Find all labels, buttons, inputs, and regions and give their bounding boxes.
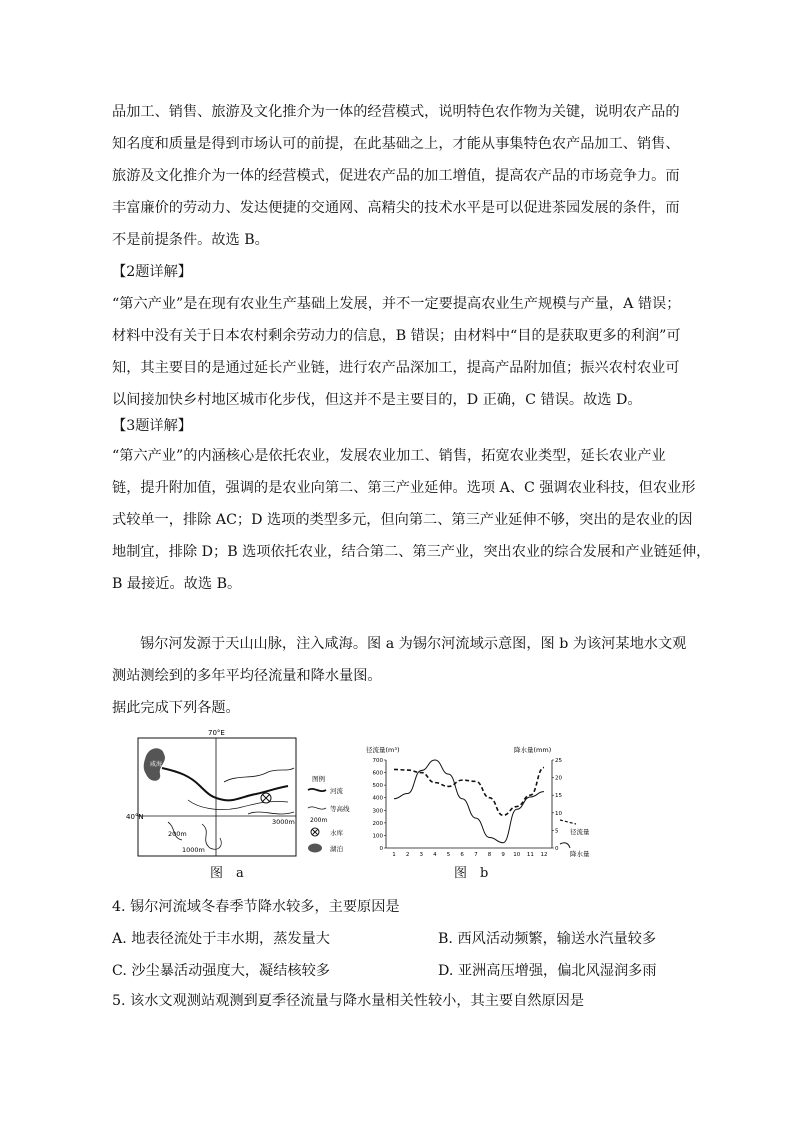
legend-title: 图例 — [312, 775, 325, 783]
legend-precip-symbol — [560, 843, 570, 848]
legend-contour-label: 等高线 — [330, 805, 350, 813]
text-line: 测站测绘到的多年平均径流量和降水量图。 — [112, 668, 382, 684]
y-right-tick-label: 0 — [555, 846, 559, 852]
text-line: B 最接近。故选 B。 — [112, 576, 242, 592]
section-heading-3: 【3题详解】 — [112, 418, 192, 434]
question-5: 5. 该水文观测站观测到夏季径流量与降水量相关性较小，其主要自然原因是 — [112, 993, 585, 1009]
answer-paragraph-1 — [112, 96, 684, 256]
y-left-axis-label: 径流量(m³) — [366, 746, 400, 754]
y-left-tick-label: 0 — [379, 846, 383, 852]
text-line: 知，其主要目的是通过延长产业链，进行农产品深加工，提高产品附加值；振兴农村农业可 — [112, 360, 680, 376]
x-tick-label: 2 — [405, 852, 410, 858]
text-line: 知名度和质量是得到市场认可的前提，在此基础之上，才能从事集特色农产品加工、销售、 — [112, 136, 680, 152]
legend-river-label: 河流 — [330, 787, 343, 795]
x-tick-label: 1 — [392, 852, 396, 858]
figure-b-chart — [364, 744, 592, 868]
legend-runoff-symbol — [560, 820, 576, 824]
q4-option-a: A. 地表径流处于丰水期，蒸发量大 — [112, 931, 330, 947]
y-left-tick-label: 100 — [372, 833, 383, 840]
x-tick-label: 7 — [474, 852, 478, 858]
x-tick-label: 11 — [526, 852, 534, 858]
contour-line — [224, 768, 294, 782]
figure-a-caption: 图 a — [210, 866, 244, 881]
y-right-tick-label: 5 — [555, 828, 559, 835]
text-line: 锡尔河发源于天山山脉，注入咸海。图 a 为锡尔河流域示意图，图 b 为该河某地水文观 — [140, 636, 687, 652]
contour-line — [188, 800, 288, 810]
legend-lake-symbol — [308, 844, 322, 853]
text-line: 式较单一，排除 AC；D 选项的类型多元，但向第二、第三产业延伸不够，突出的是农业的因 — [112, 512, 693, 528]
legend-reservoir-label: 水库 — [330, 829, 343, 837]
text-line: 材料中没有关于日本农村剩余劳动力的信息，B 错误；由材料中“目的是获取更多的利润”可 — [112, 328, 681, 344]
contour-line — [248, 812, 294, 814]
chart-marks — [373, 758, 563, 858]
y-right-tick-label: 10 — [555, 810, 562, 817]
q4-option-d: D. 亚洲高压增强，偏北风湿润多雨 — [438, 963, 657, 979]
y-left-tick-label: 300 — [372, 808, 383, 815]
contour-label: 1000m — [182, 846, 205, 854]
legend-precip-label: 降水量 — [570, 850, 590, 858]
x-tick-label: 10 — [513, 852, 521, 858]
text-line: “第六产业”是在现有农业生产基础上发展，并不一定要提高农业生产规模与产量，A 错误； — [112, 296, 681, 312]
text-line: 链，提升附加值，强调的是农业向第二、第三产业延伸。选项 A、C 强调农业科技，但农业形 — [112, 480, 696, 496]
legend-contour-symbol — [308, 807, 326, 809]
y-left-tick-label: 200 — [372, 820, 383, 827]
y-left-tick-label: 700 — [372, 758, 383, 764]
x-tick-label: 12 — [540, 852, 548, 858]
contour-line — [202, 824, 221, 849]
contour-label: 3000m — [272, 818, 295, 826]
legend-lake-label: 湖泊 — [330, 845, 343, 853]
text-line: 旅游及文化推介为一体的经营模式，促进农产品的加工增值，提高农产品的市场竞争力。而 — [112, 168, 680, 184]
y-right-tick-label: 20 — [555, 775, 562, 782]
y-left-tick-label: 400 — [372, 795, 383, 802]
text-line: 丰富廉价的劳动力、发达便捷的交通网、高精尖的技术水平是可以促进茶园发展的条件，而 — [112, 200, 680, 216]
lake-label: 咸海 — [150, 761, 163, 768]
legend-runoff-label: 径流量 — [570, 828, 590, 836]
text-line: 地制宜，排除 D；B 选项依托农业，结合第二、第三产业，突出农业的综合发展和产业链延伸， — [112, 544, 711, 560]
text-line: “第六产业”的内涵核心是依托农业，发展农业加工、销售，拓宽农业类型，延长农业产业 — [112, 448, 666, 464]
x-tick-label: 3 — [419, 852, 424, 858]
text-line: 据此完成下列各题。 — [112, 700, 240, 716]
q4-option-c: C. 沙尘暴活动强度大，凝结核较多 — [112, 963, 330, 979]
legend-contour-value: 200m — [310, 817, 328, 824]
figure-b-caption: 图 b — [454, 866, 489, 881]
y-left-tick-label: 500 — [372, 783, 383, 790]
x-tick-label: 9 — [501, 852, 505, 858]
answer-paragraph-3 — [112, 440, 711, 600]
figure-a-map — [128, 728, 358, 878]
y-right-tick-label: 25 — [555, 758, 562, 764]
x-tick-label: 4 — [433, 852, 437, 858]
q4-option-b: B. 西风活动频繁，输送水汽量较多 — [438, 931, 657, 947]
lon-label: 70°E — [208, 729, 225, 737]
y-right-axis-label: 降水量(mm) — [514, 746, 552, 754]
answer-paragraph-2 — [112, 288, 684, 416]
text-line: 不是前提条件。故选 B。 — [112, 232, 269, 248]
contour-label: 200m — [168, 830, 187, 838]
text-line: 品加工、销售、旅游及文化推介为一体的经营模式，说明特色农作物为关键，说明农产品的 — [112, 104, 680, 120]
y-left-tick-label: 600 — [372, 770, 383, 777]
x-tick-label: 8 — [487, 852, 492, 858]
question-4: 4. 锡尔河流域冬春季节降水较多，主要原因是 — [112, 899, 400, 915]
x-tick-label: 5 — [446, 852, 451, 858]
question-intro — [112, 628, 687, 724]
text-line: 以间接加快乡村地区城市化步伐，但这并不是主要目的，D 正确，C 错误。故选 D。 — [112, 392, 642, 408]
legend-river-symbol — [308, 789, 326, 791]
x-tick-label: 6 — [460, 852, 464, 858]
lat-label: 40°N — [126, 813, 144, 821]
y-right-tick-label: 15 — [555, 793, 562, 800]
section-heading-2: 【2题详解】 — [112, 264, 192, 280]
